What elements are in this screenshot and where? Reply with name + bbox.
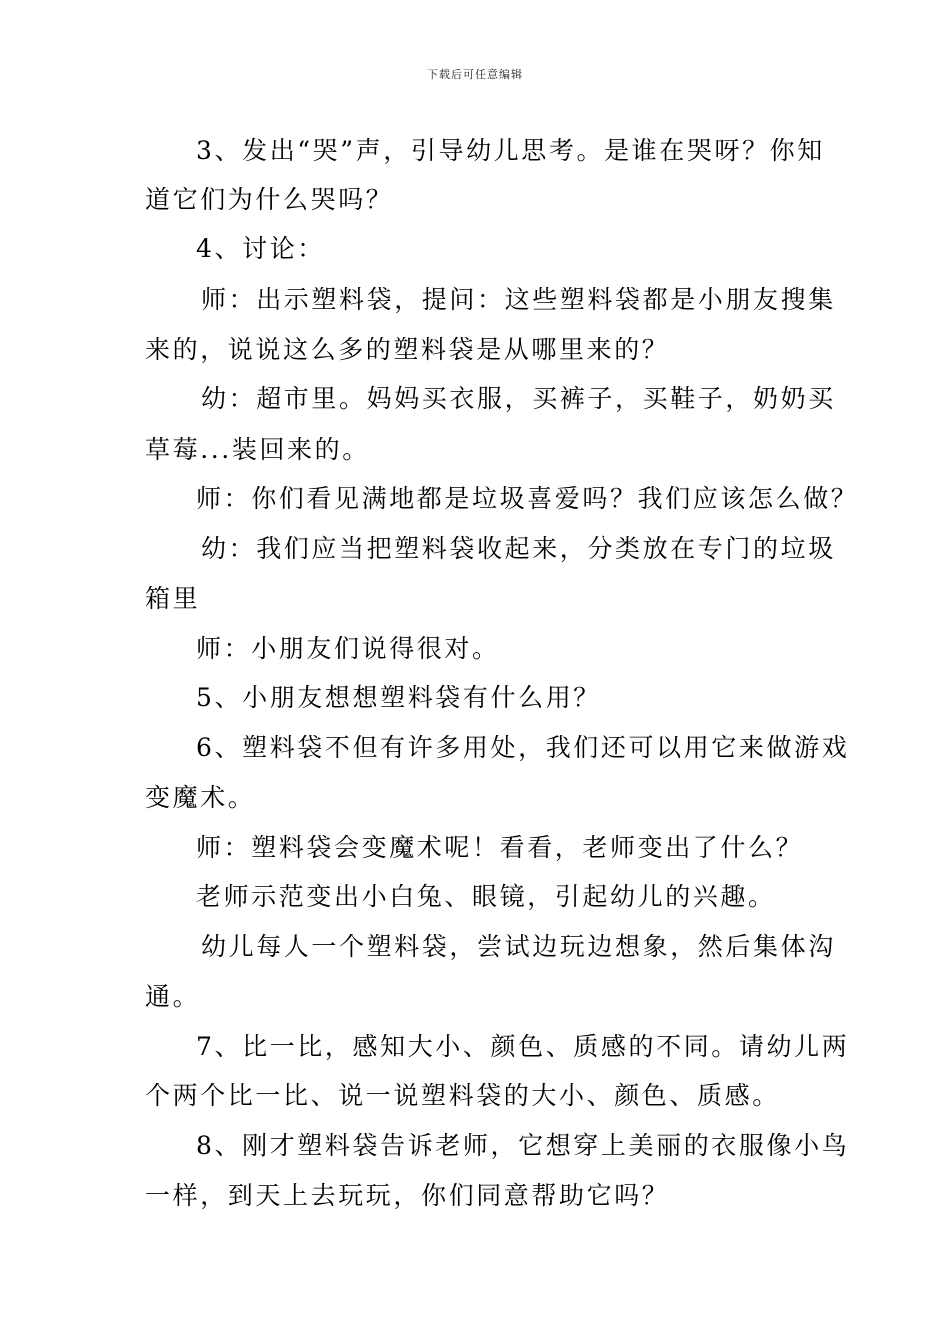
paragraph-line: 一样，到天上去玩玩，你们同意帮助它吗？ bbox=[145, 1181, 670, 1210]
paragraph-line: 5、小朋友想想塑料袋有什么用？ bbox=[196, 683, 601, 712]
paragraph-line: 来的，说说这么多的塑料袋是从哪里来的？ bbox=[145, 335, 670, 364]
paragraph-line: 老师示范变出小白兔、眼镜，引起幼儿的兴趣。 bbox=[196, 882, 776, 911]
paragraph-line: 师：你们看见满地都是垃圾喜爱吗？我们应该怎么做？ bbox=[196, 484, 859, 513]
paragraph-line: 草莓...装回来的。 bbox=[145, 435, 370, 464]
paragraph-line: 8、刚才塑料袋告诉老师，它想穿上美丽的衣服像小鸟 bbox=[196, 1131, 850, 1160]
paragraph-line: 幼：我们应当把塑料袋收起来，分类放在专门的垃圾 bbox=[201, 534, 836, 563]
paragraph-line: 师：塑料袋会变魔术呢！看看，老师变出了什么？ bbox=[196, 833, 804, 862]
paragraph-line: 箱里 bbox=[145, 584, 201, 613]
paragraph-line: 7、比一比，感知大小、颜色、质感的不同。请幼儿两 bbox=[196, 1032, 850, 1061]
paragraph-line: 道它们为什么哭吗？ bbox=[145, 185, 394, 214]
paragraph-line: 4、讨论： bbox=[196, 234, 325, 263]
paragraph-line: 幼：超市里。妈妈买衣服，买裤子，买鞋子，奶奶买 bbox=[201, 384, 836, 413]
page-header: 下载后可任意编辑 bbox=[427, 68, 523, 81]
paragraph-line: 幼儿每人一个塑料袋，尝试边玩边想象，然后集体沟 bbox=[201, 932, 836, 961]
paragraph-line: 个两个比一比、说一说塑料袋的大小、颜色、质感。 bbox=[145, 1081, 780, 1110]
paragraph-line: 师：出示塑料袋，提问：这些塑料袋都是小朋友搜集 bbox=[201, 285, 836, 314]
paragraph-line: 变魔术。 bbox=[145, 783, 256, 812]
paragraph-line: 3、发出“哭”声，引导幼儿思考。是谁在哭呀？你知 bbox=[196, 136, 825, 165]
paragraph-line: 6、塑料袋不但有许多用处，我们还可以用它来做游戏 bbox=[196, 733, 850, 762]
paragraph-line: 师：小朋友们说得很对。 bbox=[196, 634, 500, 663]
paragraph-line: 通。 bbox=[145, 982, 201, 1011]
